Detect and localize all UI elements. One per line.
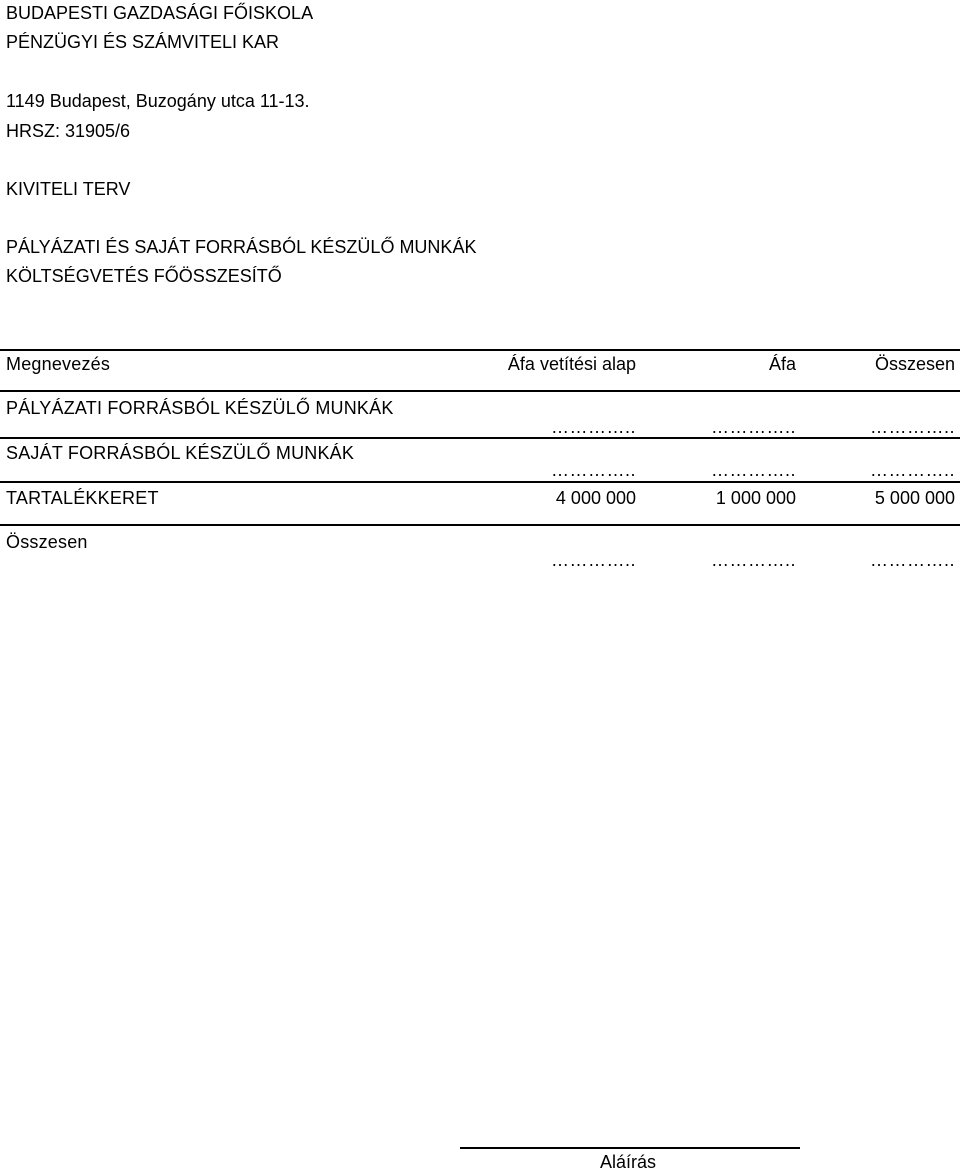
table-top-rule <box>0 349 960 351</box>
row-total: ………….. <box>869 550 955 570</box>
column-header-base: Áfa vetítési alap <box>507 354 636 374</box>
row-vat: ………….. <box>710 460 796 480</box>
plan-type: KIVITELI TERV <box>6 179 131 199</box>
column-header-vat: Áfa <box>768 354 796 374</box>
row-vat: ………….. <box>710 550 796 570</box>
signature-line <box>460 1147 800 1149</box>
school-name: BUDAPESTI GAZDASÁGI FŐISKOLA <box>6 3 314 23</box>
address: 1149 Budapest, Buzogány utca 11-13. <box>6 91 310 111</box>
row-name: TARTALÉKKERET <box>6 488 159 508</box>
row-base: ………….. <box>550 550 636 570</box>
table-rule <box>0 390 960 392</box>
row-name: Összesen <box>6 532 88 552</box>
signature-label: Aláírás <box>600 1152 657 1172</box>
table-rule <box>0 437 960 439</box>
table-rule <box>0 481 960 483</box>
row-name: PÁLYÁZATI FORRÁSBÓL KÉSZÜLŐ MUNKÁK <box>6 398 394 418</box>
document-title-line1: PÁLYÁZATI ÉS SAJÁT FORRÁSBÓL KÉSZÜLŐ MUNKÁK <box>6 237 477 257</box>
table-rule <box>0 524 960 526</box>
hrsz: HRSZ: 31905/6 <box>6 121 131 141</box>
row-vat: 1 000 000 <box>715 488 796 508</box>
row-base: 4 000 000 <box>555 488 636 508</box>
row-name: SAJÁT FORRÁSBÓL KÉSZÜLŐ MUNKÁK <box>6 443 355 463</box>
row-total: 5 000 000 <box>874 488 955 508</box>
row-total: ………….. <box>869 460 955 480</box>
column-header-name: Megnevezés <box>6 354 111 374</box>
row-vat: ………….. <box>710 417 796 437</box>
document-title-line2: KÖLTSÉGVETÉS FŐÖSSZESÍTŐ <box>6 266 282 286</box>
row-total: ………….. <box>869 417 955 437</box>
column-header-total: Összesen <box>874 354 955 374</box>
faculty-name: PÉNZÜGYI ÉS SZÁMVITELI KAR <box>6 32 280 52</box>
row-base: ………….. <box>550 417 636 437</box>
row-base: ………….. <box>550 460 636 480</box>
